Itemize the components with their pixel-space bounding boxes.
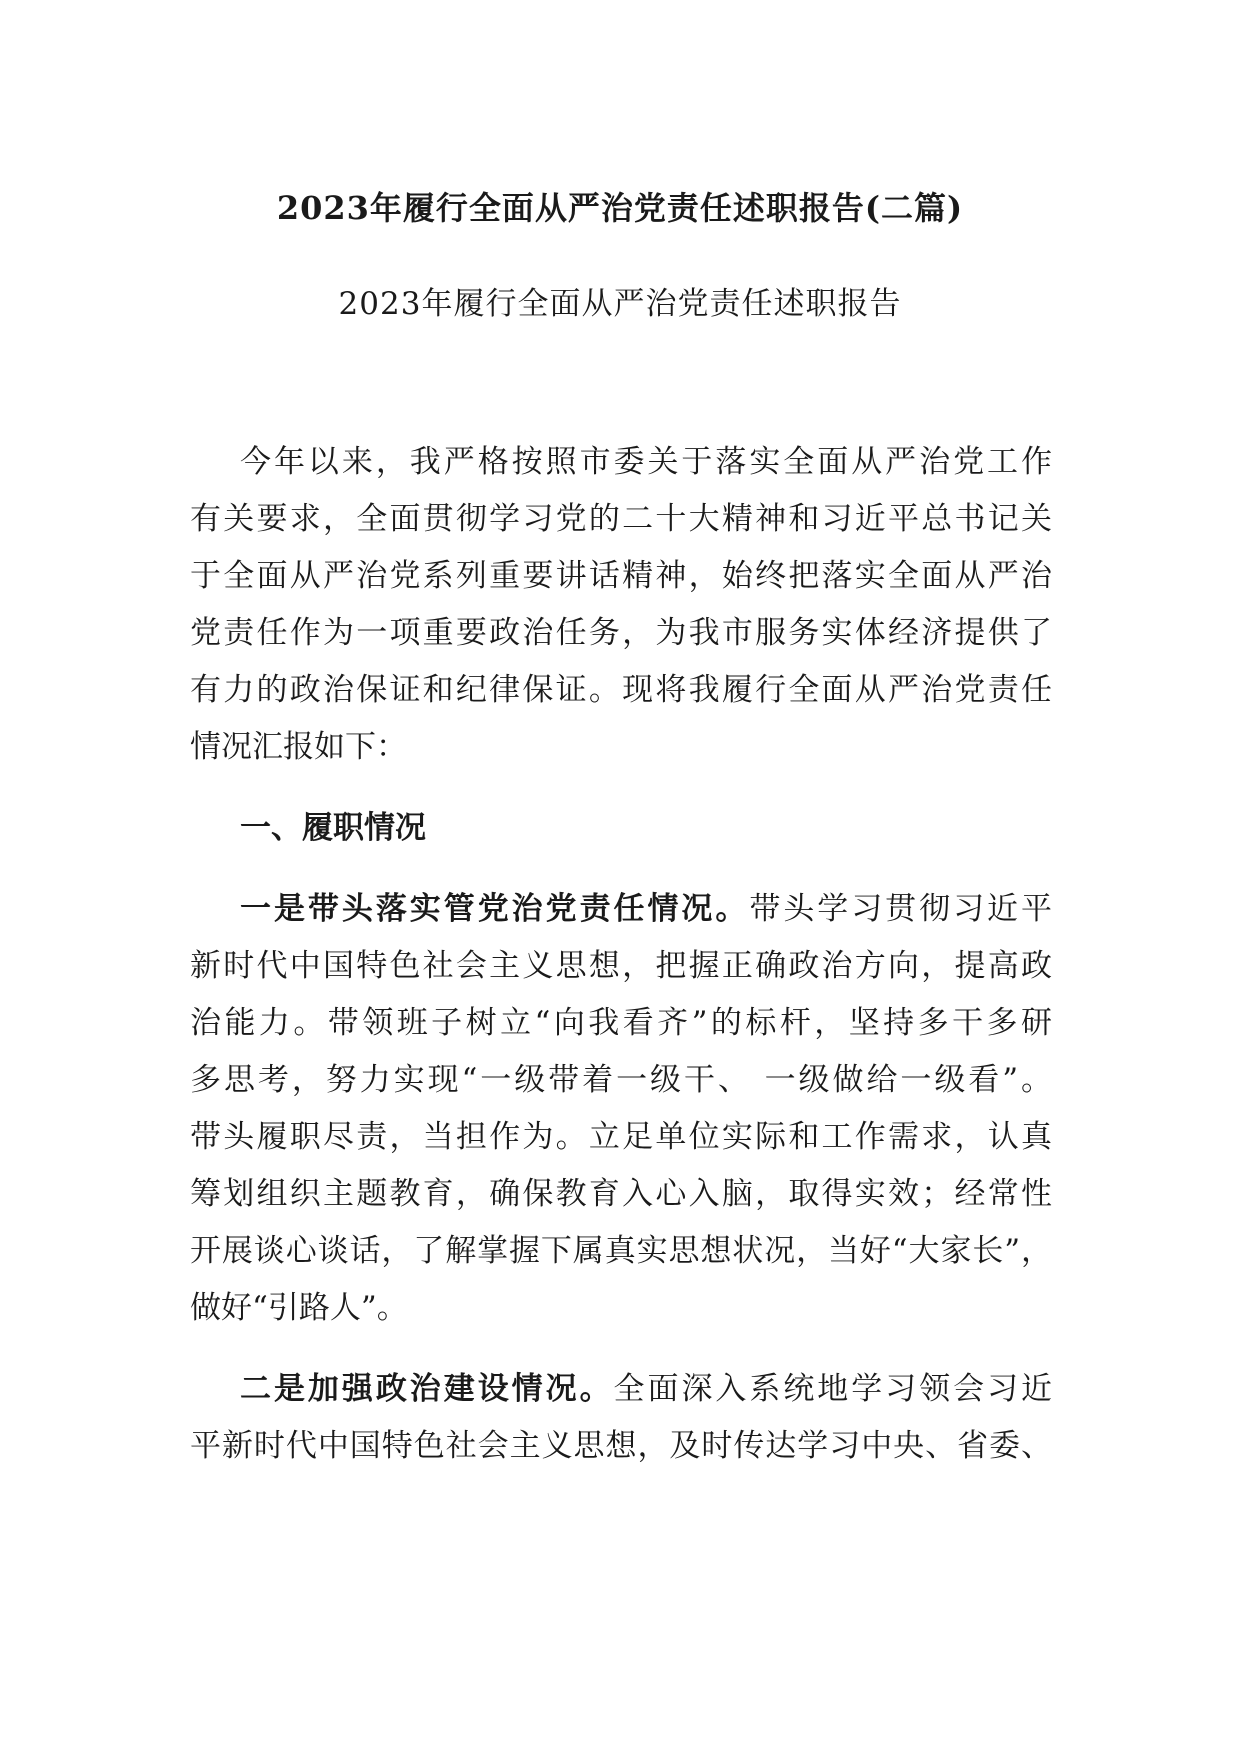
item-one-line: 治能力。带领班子树立“向我看齐”的标杆，坚持多干多研 — [190, 1005, 1052, 1041]
document-title: 2023年履行全面从严治党责任述职报告(二篇) — [276, 189, 964, 227]
document-subtitle: 2023年履行全面从严治党责任述职报告 — [338, 286, 902, 322]
item-one-first-line-rest: 带头学习贯彻习近平 — [749, 891, 1053, 927]
intro-line: 情况汇报如下： — [190, 729, 407, 765]
intro-line: 于全面从严治党系列重要讲话精神，始终把落实全面从严治 — [190, 558, 1052, 594]
item-two-line: 平新时代中国特色社会主义思想，及时传达学习中央、省委、 — [190, 1428, 1052, 1464]
item-two-first-line-rest: 全面深入系统地学习领会习近 — [613, 1371, 1053, 1407]
item-one-first-line — [240, 887, 1052, 931]
item-one-lead: 一是带头落实管党治党责任情况。 — [240, 891, 750, 927]
item-one-line: 做好“引路人”。 — [190, 1290, 408, 1326]
item-one-line: 开展谈心谈话，了解掌握下属真实思想状况，当好“大家长”， — [190, 1233, 1052, 1269]
intro-line: 有关要求，全面贯彻学习党的二十大精神和习近平总书记关 — [190, 501, 1052, 537]
item-two-lead: 二是加强政治建设情况。 — [240, 1371, 614, 1407]
section-heading: 一、履职情况 — [240, 810, 426, 846]
item-one-line: 筹划组织主题教育，确保教育入心入脑，取得实效；经常性 — [190, 1176, 1052, 1212]
intro-line: 党责任作为一项重要政治任务，为我市服务实体经济提供了 — [190, 615, 1052, 651]
item-one-line: 带头履职尽责，当担作为。立足单位实际和工作需求，认真 — [190, 1119, 1052, 1155]
intro-line: 今年以来，我严格按照市委关于落实全面从严治党工作 — [240, 444, 1052, 480]
intro-line: 有力的政治保证和纪律保证。现将我履行全面从严治党责任 — [190, 672, 1052, 708]
item-one-line: 新时代中国特色社会主义思想，把握正确政治方向，提高政 — [190, 948, 1052, 984]
item-two-first-line — [240, 1367, 1052, 1411]
item-one-line: 多思考，努力实现“一级带着一级干、 一级做给一级看”。 — [190, 1062, 1052, 1098]
